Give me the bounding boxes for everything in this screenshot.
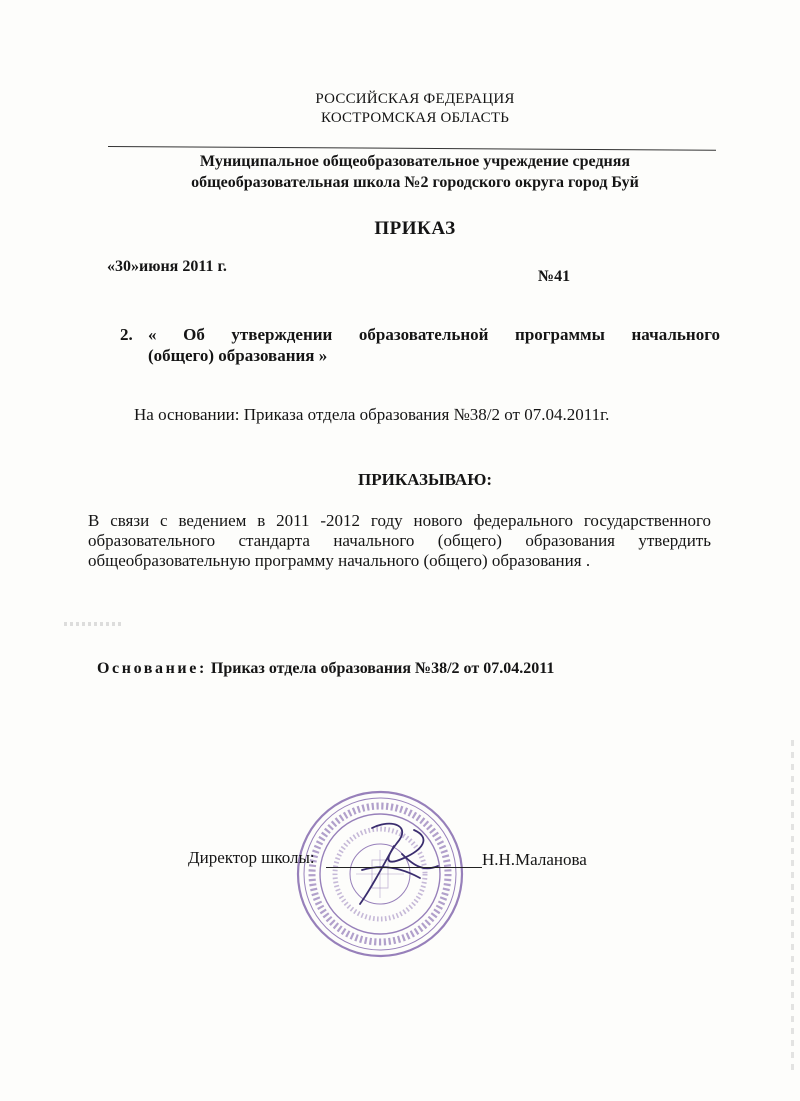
school-name-line-1: Муниципальное общеобразовательное учреждение средняя — [199, 153, 631, 170]
signature-line — [326, 867, 482, 868]
document-date: «30»июня 2011 г. — [107, 258, 227, 275]
order-body — [88, 511, 711, 571]
body-line-2: образовательного стандарта начального (общего) образования утвердить — [88, 531, 711, 550]
subject-line-2: (общего) образования » — [148, 346, 328, 365]
scan-edge-mark — [791, 740, 794, 1070]
foundation-text: Приказ отдела образования №38/2 от 07.04.2011 — [206, 660, 555, 677]
region-name: КОСТРОМСКАЯ ОБЛАСТЬ — [320, 110, 510, 126]
director-label: Директор школы: — [188, 848, 315, 867]
document-type-title: ПРИКАЗ — [374, 218, 456, 239]
foundation-label: Основание: — [97, 660, 207, 677]
basis-line: На основании: Приказа отдела образования №38/2 от 07.04.2011г. — [134, 405, 610, 424]
order-word: ПРИКАЗЫВАЮ: — [357, 470, 493, 489]
foundation-line — [97, 660, 554, 678]
school-name-line-2: общеобразовательная школа №2 городского округа город Буй — [191, 174, 639, 191]
subject-line-1: « Об утверждении образовательной программы начального — [148, 325, 720, 344]
body-line-1: В связи с ведением в 2011 -2012 году нового федерального государственного — [88, 511, 711, 530]
order-subject — [120, 324, 720, 366]
director-name: Н.Н.Маланова — [482, 850, 587, 869]
scan-smudge — [64, 622, 124, 626]
director-signature — [342, 808, 452, 908]
subject-item-number: 2. — [120, 325, 133, 344]
header-divider — [108, 146, 716, 151]
country-name: РОССИЙСКАЯ ФЕДЕРАЦИЯ — [315, 91, 515, 107]
body-line-3: общеобразовательную программу начального (общего) образования . — [88, 551, 591, 570]
document-number: №41 — [538, 268, 571, 285]
